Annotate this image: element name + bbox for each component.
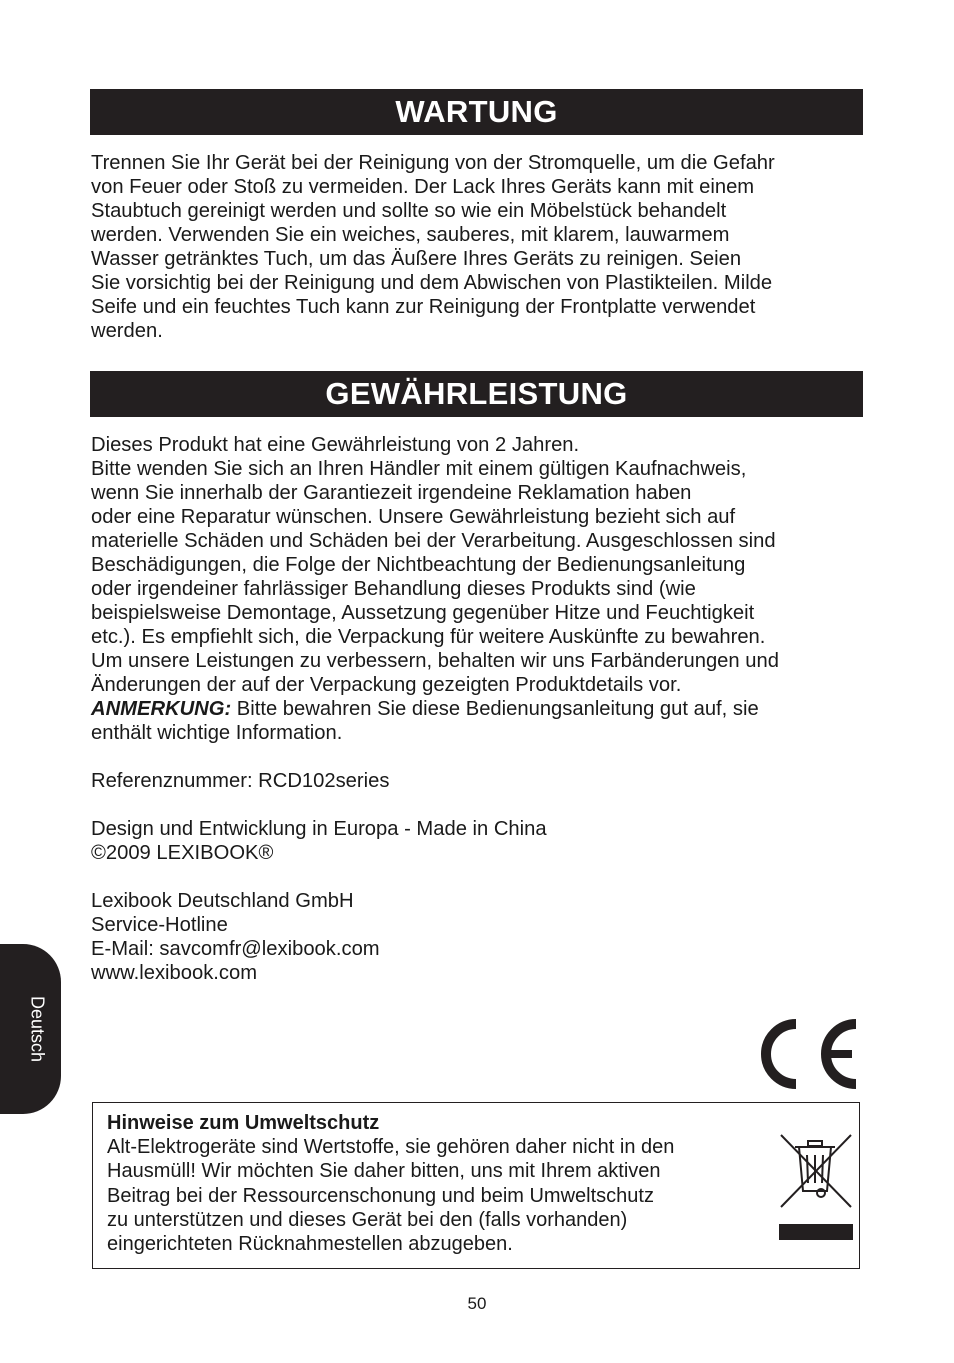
environment-notice-line: Hausmüll! Wir möchten Sie daher bitten, uns mit Ihrem aktiven [107,1160,661,1183]
warranty-line: oder eine Reparatur wünschen. Unsere Gewährleistung bezieht sich auf [91,506,736,528]
environment-notice-text [107,1111,757,1256]
warranty-body [91,433,871,985]
environment-notice-line: Beitrag bei der Ressourcenschonung und beim Umweltschutz [107,1184,654,1207]
reference-number: Referenznummer: RCD102series [91,770,390,792]
crossed-out-wheelie-bin-icon [777,1133,855,1243]
warranty-line: oder irgendeiner fahrlässiger Behandlung dieses Produkts sind (wie [91,578,696,600]
warranty-line: Bitte wenden Sie sich an Ihren Händler mit einem gültigen Kaufnachweis, [91,458,747,480]
page-number: 50 [467,1294,487,1313]
warranty-line: Dieses Produkt hat eine Gewährleistung von 2 Jahren. [91,434,580,456]
note-line-2: enthält wichtige Information. [91,722,343,744]
environment-notice-line: zu unterstützen und dieses Gerät bei den (falls vorhanden) [107,1208,628,1231]
company-name: Lexibook Deutschland GmbH [91,890,354,912]
maintenance-line: Seife und ein feuchtes Tuch kann zur Reinigung der Frontplatte verwendet [91,296,756,318]
warranty-line: Um unsere Leistungen zu verbessern, behalten wir uns Farbänderungen und [91,650,779,672]
note-label: ANMERKUNG: [91,698,232,720]
warranty-line: beispielsweise Demontage, Aussetzung gegenüber Hitze und Feuchtigkeit [91,602,755,624]
maintenance-line: werden. [91,320,163,342]
origin-line: Design und Entwicklung in Europa - Made in China [91,818,547,840]
note-text: Bitte bewahren Sie diese Bedienungsanleitung gut auf, sie [231,698,759,720]
maintenance-line: von Feuer oder Stoß zu vermeiden. Der Lack Ihres Geräts kann mit einem [91,176,755,198]
warranty-line: etc.). Es empfiehlt sich, die Verpackung für weitere Auskünfte zu bewahren. [91,626,766,648]
maintenance-heading: WARTUNG [90,89,863,135]
copyright-line: ©2009 LEXIBOOK® [91,842,274,864]
maintenance-line: Trennen Sie Ihr Gerät bei der Reinigung von der Stromquelle, um die Gefahr [91,152,775,174]
service-hotline: Service-Hotline [91,914,228,936]
maintenance-line: werden. Verwenden Sie ein weiches, sauberes, mit klarem, lauwarmem [91,224,730,246]
note-line [91,697,871,721]
warranty-line: materielle Schäden und Schäden bei der Verarbeitung. Ausgeschlossen sind [91,530,776,552]
ce-mark-icon [752,1015,862,1093]
maintenance-line: Wasser getränktes Tuch, um das Äußere Ihres Geräts zu reinigen. Seien [91,248,742,270]
warranty-line: Beschädigungen, die Folge der Nichtbeachtung der Bedienungsanleitung [91,554,746,576]
email-line: E-Mail: savcomfr@lexibook.com [91,938,380,960]
warranty-line: wenn Sie innerhalb der Garantiezeit irgendeine Reklamation haben [91,482,692,504]
maintenance-body [91,151,871,343]
maintenance-line: Sie vorsichtig bei der Reinigung und dem Abwischen von Plastikteilen. Milde [91,272,773,294]
maintenance-line: Staubtuch gereinigt werden und sollte so wie ein Möbelstück behandelt [91,200,727,222]
website-line: www.lexibook.com [91,962,258,984]
warranty-line: Änderungen der auf der Verpackung gezeigten Produktdetails vor. [91,674,682,696]
environment-notice-line: Alt-Elektrogeräte sind Wertstoffe, sie gehören daher nicht in den [107,1136,675,1159]
language-side-tab-label: Deutsch [27,995,48,1063]
environment-notice-title: Hinweise zum Umweltschutz [107,1112,380,1134]
warranty-heading: GEWÄHRLEISTUNG [90,371,863,417]
environment-notice-line: eingerichteten Rücknahmestellen abzugeben. [107,1233,513,1256]
environment-notice-box [92,1102,860,1269]
